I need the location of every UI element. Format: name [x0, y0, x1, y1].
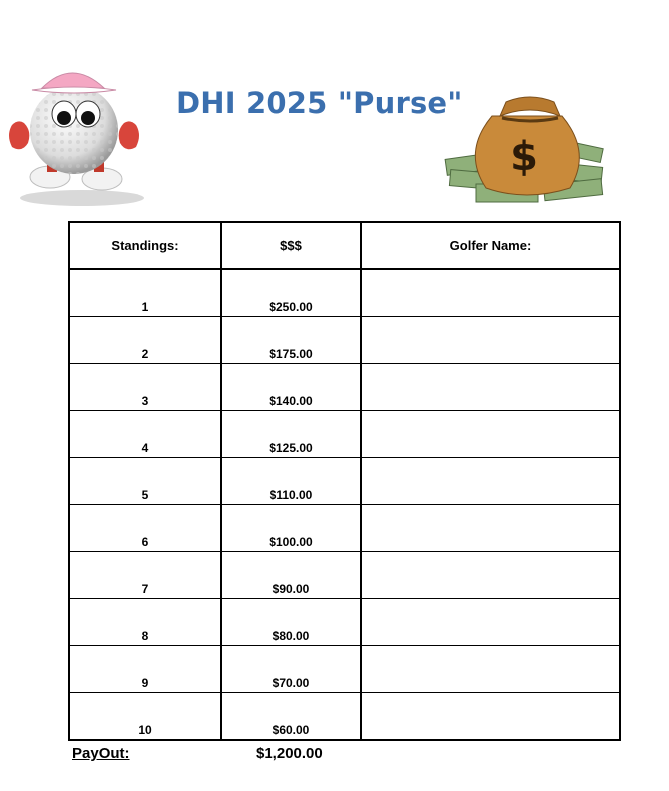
place-cell: 7 [69, 552, 221, 599]
table-row [69, 411, 620, 458]
amount-cell: $80.00 [221, 599, 361, 646]
golf-ball-mascot-icon [2, 50, 152, 208]
standings-header: Standings: [69, 222, 221, 269]
table-row [69, 458, 620, 505]
place-cell: 8 [69, 599, 221, 646]
golfer-name-cell[interactable] [361, 599, 620, 646]
golfer-name-cell[interactable] [361, 317, 620, 364]
amount-cell: $90.00 [221, 552, 361, 599]
golfer-name-cell[interactable] [361, 693, 620, 741]
place-cell: 6 [69, 505, 221, 552]
payout-total: $1,200.00 [256, 745, 323, 762]
golfer-name-header: Golfer Name: [361, 222, 620, 269]
amount-cell: $70.00 [221, 646, 361, 693]
amount-cell: $100.00 [221, 505, 361, 552]
table-row [69, 646, 620, 693]
golfer-name-cell[interactable] [361, 411, 620, 458]
table-row [69, 693, 620, 741]
money-bag-icon [440, 80, 612, 212]
place-cell: 4 [69, 411, 221, 458]
golfer-name-cell[interactable] [361, 505, 620, 552]
place-cell: 2 [69, 317, 221, 364]
payout-label: PayOut: [72, 745, 130, 762]
table-row [69, 317, 620, 364]
golfer-name-cell[interactable] [361, 458, 620, 505]
place-cell: 3 [69, 364, 221, 411]
svg-text:$: $ [510, 134, 538, 180]
golfer-name-cell[interactable] [361, 269, 620, 317]
place-cell: 5 [69, 458, 221, 505]
place-cell: 1 [69, 269, 221, 317]
place-cell: 10 [69, 693, 221, 741]
amount-cell: $60.00 [221, 693, 361, 741]
purse-table [68, 221, 621, 741]
table-header-row [69, 222, 620, 269]
table-row [69, 269, 620, 317]
golfer-name-cell[interactable] [361, 646, 620, 693]
amount-cell: $175.00 [221, 317, 361, 364]
amount-cell: $125.00 [221, 411, 361, 458]
table-row [69, 364, 620, 411]
place-cell: 9 [69, 646, 221, 693]
amount-cell: $250.00 [221, 269, 361, 317]
table-row [69, 599, 620, 646]
page-title: DHI 2025 "Purse" [176, 86, 463, 120]
amount-header: $$$ [221, 222, 361, 269]
table-row [69, 552, 620, 599]
table-row [69, 505, 620, 552]
golfer-name-cell[interactable] [361, 552, 620, 599]
amount-cell: $110.00 [221, 458, 361, 505]
amount-cell: $140.00 [221, 364, 361, 411]
golfer-name-cell[interactable] [361, 364, 620, 411]
